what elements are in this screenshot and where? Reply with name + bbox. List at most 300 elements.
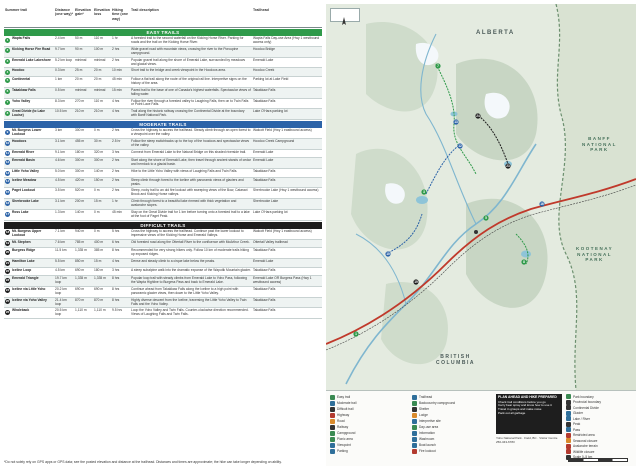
legend-label: Railway [337,425,349,429]
trail-trailhead: Hoodoo Creek [253,68,275,73]
trail-description: A steep subalpine walk into the dramatic expanse of the Waputik Mountain glacier. [131,267,251,272]
trail-time: 3 hrs [112,267,120,272]
trail-number-badge: 13 [5,170,10,175]
trail-number-badge: 22 [5,269,10,273]
trail-distance: 5.5 km [55,259,65,263]
table-row [4,268,322,277]
legend-label: Moderate trail [337,401,357,405]
section-rows [4,128,322,221]
trail-number-badge: 11 [5,151,10,156]
table-row [4,150,322,159]
trail-number-badge: 7 [6,100,9,105]
legend-symbol-icon [566,438,571,443]
trail-number-badge: 4 [6,69,9,74]
trail-number-badge: 18 [5,230,10,235]
trail-trailhead: Takakkaw Falls [253,87,276,92]
trail-elevation-gain: 850 m [75,259,85,263]
trail-description: Recommended for very strong hikers only. Follow 10 km of moderate trails hiking up exposed ridges. [131,248,249,257]
trail-name-cell [4,199,54,209]
trail-name-cell [4,169,54,177]
trail-elevation-gain: 50 m [75,36,83,40]
legend-symbol-icon [330,431,335,436]
trail-description: Short trail to the bridge and creek viewpoint in the Hoodoos area. [131,68,226,73]
trail-trailhead: Emerald Lake [253,57,274,62]
trail-name: Little Yoho Valley [12,169,39,174]
map-terrain [326,4,636,390]
trail-name: Burgess Ridge [12,248,36,253]
trail-elevation-gain: 180 m [75,149,85,154]
trail-description: Popular loop trail with steady climbs from Emerald Lake to Yoho Pass, following the Wapta Highline to Burgess Pass and back to Emerald Lake. [131,276,247,284]
trail-time: 2 hrs [112,57,120,62]
table-row [4,210,322,221]
trail-elevation-loss: 0 m [94,210,100,215]
trail-elevation-loss: 1,110 m [94,308,106,313]
trail-elevation-loss: 110 m [94,36,103,40]
trail-number-badge: 14 [5,179,10,184]
legend-symbol-icon [566,433,571,438]
trail-name-cell [4,240,54,248]
trail-time: 6 hrs [112,239,120,244]
trail-name-cell [4,128,54,138]
trail-time: 8 hrs [112,276,120,280]
trail-time: 9.5 hrs [112,308,123,313]
trail-description: Loop the Yoho Valley and Twin Falls. Counter-clockwise direction recommended. Views of Laughing Falls and Twin Falls. [131,308,249,317]
header-gain: Elevation gain* [75,8,91,17]
trail-distance: 4.6 km [55,158,65,163]
trail-description: Continue ahead from Takakkaw Falls along the Iceline to a high point with panoramic glacier views, then down to the Little Yoho Valley. [131,286,239,295]
table-row [4,308,322,319]
trail-trailhead: Takakkaw Falls [253,98,276,103]
trail-elevation-gain: 300 m [75,158,85,163]
trail-name: Yoho Valley [12,98,31,103]
legend-label: Restricted area [573,433,595,438]
table-row [4,259,322,268]
trail-elevation-loss: 100 m [94,46,104,51]
svg-text:12: 12 [458,144,462,149]
map-legend [326,390,636,466]
trail-distance: 8.3 km [55,98,65,103]
trail-number-badge: 20 [5,249,10,254]
legend-symbol-icon [330,449,335,454]
header-trail: Summer trail [5,8,27,12]
table-row [4,88,322,99]
trail-name-cell [4,229,54,239]
trail-time: 8 hrs [112,297,120,302]
trail-name: Ross Lake [12,210,29,215]
warning-line: Travel in groups and make noise [498,407,542,412]
legend-column-right [566,394,634,460]
trail-name: Sherbrooke Lake [12,199,39,204]
trail-description: Stay on the Great Divide trail for 1 km before turning onto a forested trail to a lake at the foot of Paget Peak. [131,210,250,218]
trail-name: Iceline via Yoho Valley [12,297,47,302]
legend-symbol-icon [412,419,417,424]
trail-elevation-gain: minimal [75,57,87,62]
trail-name: Emerald Basin [12,158,35,163]
trail-distance: 1.3 km [55,210,65,215]
trail-elevation-gain: 870 m [75,297,85,302]
trail-name-cell [4,276,54,286]
trail-time: 3 hrs [112,149,120,154]
trail-name: Takakkaw Falls [12,87,36,92]
trail-trailhead: Sherbrooke Lake [253,199,279,204]
header-loss: Elevation loss [94,8,110,17]
table-row [4,199,322,210]
svg-text:19: 19 [414,280,418,285]
trail-elevation-gain: 210 m [75,109,85,114]
trail-trailhead: Lake O'Hara parking lot [253,210,288,215]
trail-description: Trail along the historic railway crossing the Continental Divide at the boundary with Banff National Park. [131,109,245,118]
trail-distance: 9.7 km [55,46,65,51]
trail-distance: 11.5 km [55,248,67,253]
trail-elevation-gain: minimal [75,87,87,92]
trail-distance: 19.7 km loop [55,276,67,284]
trail-name: Paget Lookout [12,188,35,193]
trail-number-badge: 25 [5,299,10,304]
trail-trailhead: Takakkaw Falls [253,308,276,313]
trail-name-cell [4,47,54,57]
legend-symbol-icon [412,443,417,448]
trail-trailhead: Wapta Falls Day-use Area (Hwy 1 westbound access only) [253,36,320,44]
trail-time: 45 min [112,210,122,215]
trail-name: Mt. Burgess Upper Lookout [12,228,42,237]
trail-elevation-loss: 385 m [94,248,104,253]
legend-symbol-icon [412,395,417,400]
trail-name: Iceline Meadow [12,177,37,182]
trail-number-badge: 26 [5,309,10,314]
trail-trailhead: Walcott Field (Hwy 1 eastbound access) [253,128,312,133]
legend-symbol-icon [566,394,571,399]
trail-description: Follow a flat trail along the route of the original rail line. Interpretive signs on the history of the area. [131,76,247,85]
trail-elevation-loss: 400 m [94,239,104,244]
trail-description: Start along the shore of Emerald Lake, then travel through ancient stands of cedar and hemlock to a glacial basin. [131,158,251,167]
trail-trailhead: Takakkaw Falls [253,297,276,302]
trail-number-badge: 1 [6,37,9,42]
svg-text:7: 7 [437,64,439,69]
trail-elevation-loss: 140 m [94,169,104,174]
trail-name-cell [4,287,54,297]
legend-label: Park boundary [573,394,594,399]
trail-elevation-loss: 0 m [94,128,100,133]
table-row [4,68,322,77]
trail-elevation-loss: 150 m [94,177,104,182]
trail-description: Follow the steep switchbacks up to the top of the hoodoos and spectacular views of the valley. [131,139,250,147]
svg-text:5: 5 [485,216,487,221]
trail-time: 5 hrs [112,228,120,233]
trail-name: Hamilton Lake [12,259,35,263]
legend-label: Pass [573,427,581,432]
trail-distance: 7.1 km [55,228,65,233]
trail-distance: 4.5 km [55,267,65,272]
legend-label: Road [337,419,345,423]
table-row [4,47,322,58]
trail-distance: 21.4 km loop [55,297,67,306]
legend-symbol-icon [330,413,335,418]
trail-name: Whaleback [12,308,30,313]
svg-text:24: 24 [476,114,480,119]
trail-time: 1 hr [112,36,118,40]
trail-number-badge: 3 [6,59,9,64]
svg-text:23: 23 [506,164,510,169]
legend-label: Continental Divide [573,405,599,410]
legend-symbol-icon [566,400,571,405]
trail-description: Old forested road along the Ottertail River to the confluence with McArthur Creek. [131,239,250,244]
legend-symbol-icon [330,395,335,400]
trail-elevation-gain: 300 m [75,169,85,174]
trail-elevation-loss: 15 m [94,259,102,263]
trail-name-cell [4,210,54,220]
trail-number-badge: 5 [6,78,9,83]
table-row [4,169,322,178]
trail-name: Iceline Loop [12,267,32,272]
trail-trailhead: Emerald Lake OR Burgess Pass (Hwy 1 westbound access) [253,276,312,284]
trail-trailhead: Takakkaw Falls [253,177,276,182]
trail-description: Cross the highway to access the trailhead. Continue past the lower lookout to impressive views of the Kicking Horse and Emerald Valleys. [131,228,244,237]
trail-name-cell [4,158,54,168]
legend-column-middle [412,394,455,454]
trail-time: 2 hrs [112,46,120,51]
trail-number-badge: 21 [5,260,10,265]
trail-elevation-gain: 690 m [75,286,85,291]
trail-name: Emerald River [12,149,35,154]
svg-text:10: 10 [386,252,390,257]
trail-elevation-gain: 140 m [75,210,85,215]
legend-symbol-icon [566,405,571,410]
legend-column-left [330,394,357,454]
trail-distance: 4.5 km [55,177,65,182]
trail-elevation-gain: 940 m [75,228,85,233]
trail-elevation-gain: 1,110 m [75,308,87,313]
trail-trailhead: Hoodoo Creek Campground [253,139,295,143]
trail-number-badge: 9 [6,129,9,134]
legend-label: Picnic area [337,437,353,441]
trail-distance: 0.5 km [55,87,65,92]
trail-time: 45 min [112,76,122,81]
legend-symbol-icon [330,407,335,412]
trail-name-cell [4,109,54,119]
trail-time: 2 hrs [112,128,120,133]
trail-name-cell [4,88,54,98]
legend-item [412,448,455,454]
legend-label: Shelter [419,407,430,411]
legend-symbol-icon [412,407,417,412]
trail-distance: 3 km [55,128,63,133]
trail-description: Paved trail to the base of one of Canada's highest waterfalls. Spectacular views of falling water. [131,87,251,96]
trail-trailhead: Takakkaw Falls [253,286,276,291]
trail-description: Steep, rocky trail to an old fire lookout with sweeping views of the Bow, Cataract Brook and Kicking Horse valleys. [131,188,248,197]
trail-elevation-gain: 690 m [75,267,85,272]
table-row [4,99,322,110]
trail-number-badge: 12 [5,159,10,164]
trail-name: Mt. Burgess Lower Lookout [12,128,42,137]
legend-label: Trailhead [419,395,433,399]
legend-label: Provincial boundary [573,400,601,405]
trail-description: Climb through forest to a beautiful lake rimmed with thick vegetation and avalanche slopes. [131,199,237,208]
table-row [4,298,322,309]
legend-symbol-icon [330,443,335,448]
trail-trailhead: Takakkaw Falls [253,267,276,272]
trail-description: Steep climb through forest to the Iceline with panoramic views of glaciers and peaks. [131,177,244,186]
legend-symbol-icon [412,413,417,418]
svg-text:13: 13 [454,120,458,125]
trail-name: Emerald Lake Lakeshore [12,57,51,62]
trail-name-cell [4,36,54,46]
legend-symbol-icon [412,431,417,436]
warning-line: Check trail conditions before you go [498,399,546,404]
trail-name: Mt. Stephen [12,239,31,244]
legend-symbol-icon [412,449,417,454]
legend-symbol-icon [566,416,571,421]
trail-name-cell [4,77,54,87]
table-header [4,6,322,28]
trail-elevation-gain: 455 m [75,139,85,143]
trail-distance: 10.5 km [55,109,67,114]
trail-distance: 2.4 km [55,36,65,40]
label-british-columbia: BRITISH COLUMBIA [436,354,475,366]
legend-symbol-icon [330,401,335,406]
legend-label: Lodge [419,413,428,417]
legend-label: Easy trail [337,395,351,399]
trail-time: 2 hrs [112,188,120,193]
table-row [4,178,322,189]
trail-name-cell [4,99,54,109]
warning-lines [498,401,560,416]
trail-trailhead: Emerald Lake [253,259,274,263]
trail-time: 10 min [112,68,122,73]
section-header: EASY TRAILS [4,29,322,36]
legend-symbol-icon [566,444,571,449]
trail-elevation-gain: 520 m [75,188,85,193]
trail-time: 2 hrs [112,169,120,174]
table-row [4,248,322,259]
warning-line: Pack out all garbage [498,410,526,415]
trail-elevation-loss: 320 m [94,149,104,154]
trail-description: Follow the river through a forested valley to Laughing Falls, then on to Twin Falls or Point Lace Falls. [131,98,249,107]
trail-time: 2 hrs [112,177,120,182]
legend-symbol-icon [330,419,335,424]
trail-name-cell [4,268,54,276]
trail-elevation-gain: 270 m [75,98,85,103]
svg-text:3: 3 [423,190,425,195]
scale-bar [568,458,628,462]
legend-label: Glacier [573,411,584,416]
trail-number-badge: 16 [5,200,10,205]
trail-time: 4 hrs [112,109,120,114]
legend-label: Wildlife closure [573,449,595,454]
trail-description: Dense and steady climb to a cirque lake below the peaks. [131,259,216,263]
legend-symbol-icon [412,437,417,442]
trail-description: Hike to the Little Yoho Valley with views of Laughing Falls and Twin Falls. [131,169,238,174]
trail-name: Hoodoos [12,139,27,143]
header-distance: Distance (one way)* [55,8,73,17]
trail-trailhead: Ottertail Valley trailhead [253,239,288,244]
trail-elevation-loss: 0 m [94,228,100,233]
section-header: DIFFICULT TRAILS [4,222,322,229]
trail-time: 4 hrs [112,98,120,103]
table-row [4,36,322,47]
trail-number-badge: 6 [6,89,9,94]
trail-elevation-gain: 200 m [75,199,85,204]
trail-trailhead: Takakkaw Falls [253,248,276,253]
table-row [4,58,322,69]
trail-distance: 1 km [55,76,63,81]
table-row [4,229,322,240]
trail-trailhead: Hoodoo Bridge [253,46,275,51]
table-row [4,240,322,249]
trail-distance: 0.3 km [55,68,65,73]
legend-label: Fire lookout [419,449,436,453]
warning-line: Carry bear spray and know how to use it [498,403,552,408]
warning-box [496,394,562,434]
trail-name-cell [4,298,54,308]
table-row [4,139,322,150]
legend-label: Highway [337,413,350,417]
header-time: Hiking time (one way) [112,8,128,21]
legend-symbol-icon [566,427,571,432]
trail-elevation-gain: 420 m [75,177,85,182]
section-rows [4,229,322,319]
trail-elevation-loss: minimal [94,57,106,62]
trail-description: Connect from Emerald Lake to the Natural Bridge on this shaded riverside trail. [131,149,247,154]
table-row [4,77,322,88]
svg-text:8: 8 [523,260,525,265]
header-trailhead: Trailhead [253,8,269,12]
park-map [326,4,636,466]
trail-name-cell [4,68,54,76]
legend-label: Viewpoint [337,443,351,447]
trail-table [4,6,322,464]
trail-elevation-loss: 180 m [94,267,104,272]
legend-label: Washroom [419,437,435,441]
trail-name-cell [4,248,54,258]
table-row [4,287,322,298]
trail-distance: 9.1 km [55,149,65,154]
trail-elevation-loss: minimal [94,87,106,92]
trail-distance: 7.6 km [55,239,65,244]
trail-elevation-gain: 25 m [75,68,83,73]
legend-symbol-icon [566,411,571,416]
trail-distance: 3.5 km [55,188,65,193]
header-description: Trail description [131,8,159,12]
trail-elevation-loss: 210 m [94,109,104,114]
legend-label: Day-use area [419,425,439,429]
table-row [4,158,322,169]
trail-elevation-loss: 0 m [94,188,100,193]
legend-label: Information [419,431,435,435]
section-header: MODERATE TRAILS [4,121,322,128]
table-row [4,188,322,199]
trail-elevation-loss: 15 m [94,199,102,204]
trail-elevation-loss: 20 m [94,68,102,73]
trail-elevation-loss: 30 m [94,139,102,143]
trail-elevation-loss: 20 m [94,76,102,81]
trail-trailhead: Sherbrooke Lake (Hwy 1 westbound access) [253,188,319,193]
trail-description: A forested trail to the second waterfall on the Kicking Horse River. Parking for roads and the trail on the Kicking Horse River. [131,36,244,44]
table-footnote: *Do not solely rely on GPS apps or GPS data; see the posted elevation and distance at the trailhead. Distances and times are approximate; the hike can take longer depending on ability. [4,460,282,464]
legend-symbol-icon [566,449,571,454]
legend-label: Seasonal closure [573,438,598,443]
trail-name-cell [4,150,54,158]
trail-distance: 3.1 km [55,199,65,204]
trail-time: 2 hrs [112,158,120,163]
trail-name: Iceline via Little Yoho [12,286,46,291]
trail-name: Wapta Falls [12,36,31,40]
map-title-box [330,8,360,22]
legend-item [330,448,357,454]
trail-description: Wide gravel road with mountain views, crossing the river to the Porcupine campground. [131,46,239,55]
trail-elevation-loss: 110 m [94,98,103,103]
trail-trailhead: Parking lot at Lake Field [253,76,289,81]
trail-name-cell [4,58,54,68]
